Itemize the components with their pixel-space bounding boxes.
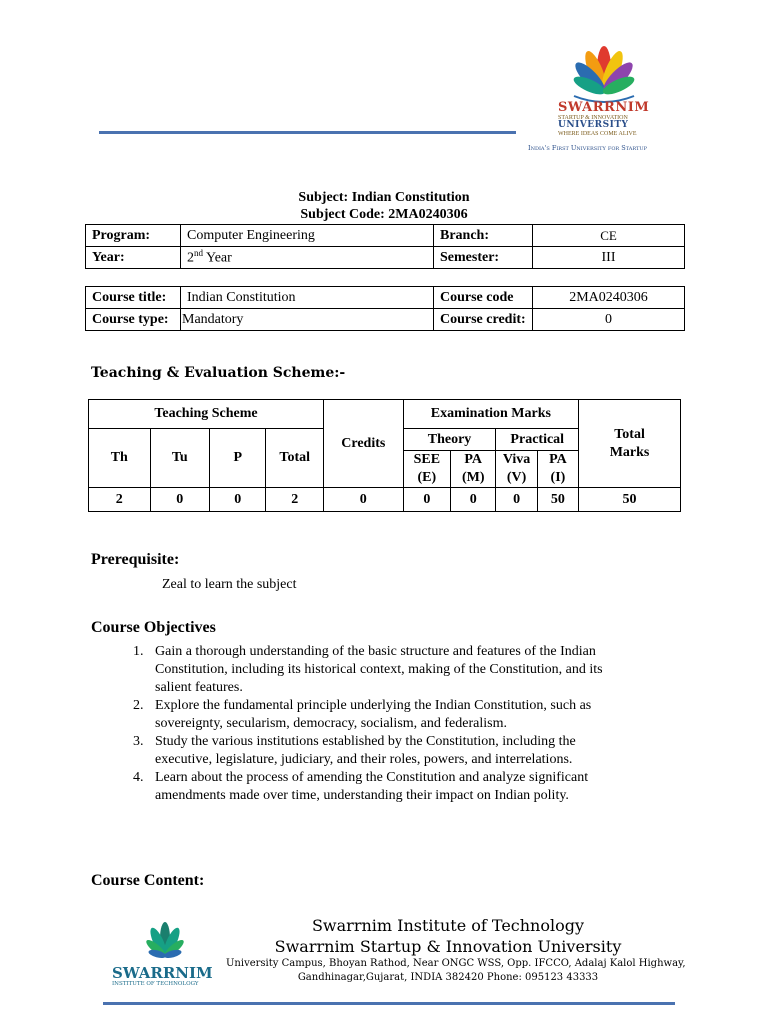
year-label: Year: [86, 247, 181, 269]
see-header [403, 451, 450, 488]
scheme-heading: Teaching & Evaluation Scheme:- [91, 365, 346, 381]
course-title-value: Indian Constitution [181, 287, 434, 309]
footer-address: University Campus, Bhoyan Rathod, Near ONGC WSS, Opp. IFCCO, Adalaj Kalol Highway, [226, 958, 686, 969]
pa-i-header [537, 451, 578, 488]
year-num: 2 [187, 250, 194, 266]
footer-rule [103, 1002, 675, 1005]
pa-m-header [451, 451, 496, 488]
tu-value: 0 [150, 488, 210, 512]
university-logo [524, 40, 684, 152]
total-value: 2 [266, 488, 323, 512]
footer-logo-brand: SWARRNIM [112, 964, 213, 982]
year-word: Year [203, 250, 232, 266]
year-value [181, 247, 434, 269]
leaf-icon [110, 920, 220, 964]
header-rule [99, 131, 516, 134]
objectives-heading-text: Course Objectives [91, 619, 216, 636]
objective-item [91, 733, 691, 769]
semester-label: Semester: [434, 247, 533, 269]
semester-value: III [533, 247, 685, 269]
branch-value: CE [533, 225, 685, 247]
year-sup: nd [194, 248, 203, 259]
objective-number: 3. [133, 734, 144, 749]
theory-header: Theory [403, 429, 496, 451]
objective-line: Learn about the process of amending the Constitution and analyze significant [155, 770, 589, 785]
tu-header: Tu [150, 429, 210, 488]
course-info-table [85, 286, 685, 331]
practical-header: Practical [496, 429, 579, 451]
program-label: Program: [86, 225, 181, 247]
course-code-value: 2MA0240306 [533, 287, 685, 309]
teaching-scheme-header: Teaching Scheme [89, 400, 324, 429]
total-header: Total [266, 429, 323, 488]
subject-code: Subject Code: 2MA0240306 [300, 207, 468, 222]
footer-logo-sub: INSTITUTE OF TECHNOLOGY [112, 981, 199, 987]
logo-line1: STARTUP & INNOVATION [558, 115, 628, 121]
course-code-label: Course code [434, 287, 533, 309]
objective-line: sovereignty, secularism, democracy, socialism, and federalism. [155, 716, 507, 731]
course-content-heading: Course Content: [91, 872, 205, 889]
footer-institute-name: Swarrnim Institute of Technology [311, 916, 585, 935]
th-value: 2 [89, 488, 151, 512]
objective-line: amendments made over time, understanding their impact on Indian polity. [155, 788, 569, 803]
see-value: 0 [403, 488, 450, 512]
branch-label: Branch: [434, 225, 533, 247]
course-credit-label: Course credit: [434, 309, 533, 331]
objective-line: executive, legislature, judiciary, and their roles, powers, and interrelations. [155, 752, 573, 767]
logo-line2: UNIVERSITY [558, 120, 629, 130]
total-marks-text: Total Marks [609, 426, 650, 460]
th-header: Th [89, 429, 151, 488]
objective-line: salient features. [155, 680, 243, 695]
objective-number: 2. [133, 698, 144, 713]
prerequisite-heading: Prerequisite: [91, 551, 180, 568]
course-type-label: Course type: [86, 309, 181, 331]
pa-i-text: PA (I) [549, 452, 567, 485]
objective-item [91, 769, 691, 805]
pa-m-value: 0 [451, 488, 496, 512]
footer-contact: Gandhinagar,Gujarat, INDIA 382420 Phone: 095123 43333 [297, 972, 599, 983]
objective-number: 1. [133, 644, 144, 659]
viva-text: Viva (V) [502, 452, 531, 485]
objectives-list [91, 643, 691, 805]
objective-number: 4. [133, 770, 144, 785]
viva-header [496, 451, 537, 488]
evaluation-scheme-table [88, 399, 681, 512]
credits-value: 0 [323, 488, 403, 512]
subject-title: Subject: Indian Constitution [298, 190, 470, 205]
examination-marks-header: Examination Marks [403, 400, 578, 429]
program-value: Computer Engineering [181, 225, 434, 247]
program-info-table [85, 224, 685, 269]
course-credit-value: 0 [533, 309, 685, 331]
total-marks-value: 50 [579, 488, 681, 512]
credits-header: Credits [323, 400, 403, 488]
course-title-label: Course title: [86, 287, 181, 309]
footer-university-name: Swarrnim Startup & Innovation University [274, 937, 622, 956]
objective-item [91, 643, 691, 697]
logo-slogan: India's First University for Startup [528, 144, 647, 152]
p-header: P [210, 429, 266, 488]
objective-line: Constitution, including its historical context, making of the Constitution, and its [155, 662, 603, 677]
objective-item [91, 697, 691, 733]
logo-tagline: WHERE IDEAS COME ALIVE [558, 131, 637, 137]
pa-i-value: 50 [537, 488, 578, 512]
objectives-heading [91, 619, 216, 637]
institute-logo [110, 920, 220, 992]
course-type-value: Mandatory [181, 309, 434, 331]
objective-line: Explore the fundamental principle underlying the Indian Constitution, such as [155, 698, 592, 713]
total-marks-header [579, 400, 681, 488]
logo-brand-text: SWARRNIM [558, 100, 650, 115]
prerequisite-text: Zeal to learn the subject [162, 577, 297, 592]
objective-line: Study the various institutions established by the Constitution, including the [155, 734, 576, 749]
pa-m-text: PA (M) [461, 452, 485, 485]
objective-line: Gain a thorough understanding of the basic structure and features of the Indian [155, 644, 596, 659]
p-value: 0 [210, 488, 266, 512]
viva-value: 0 [496, 488, 537, 512]
see-text: SEE (E) [413, 452, 441, 485]
